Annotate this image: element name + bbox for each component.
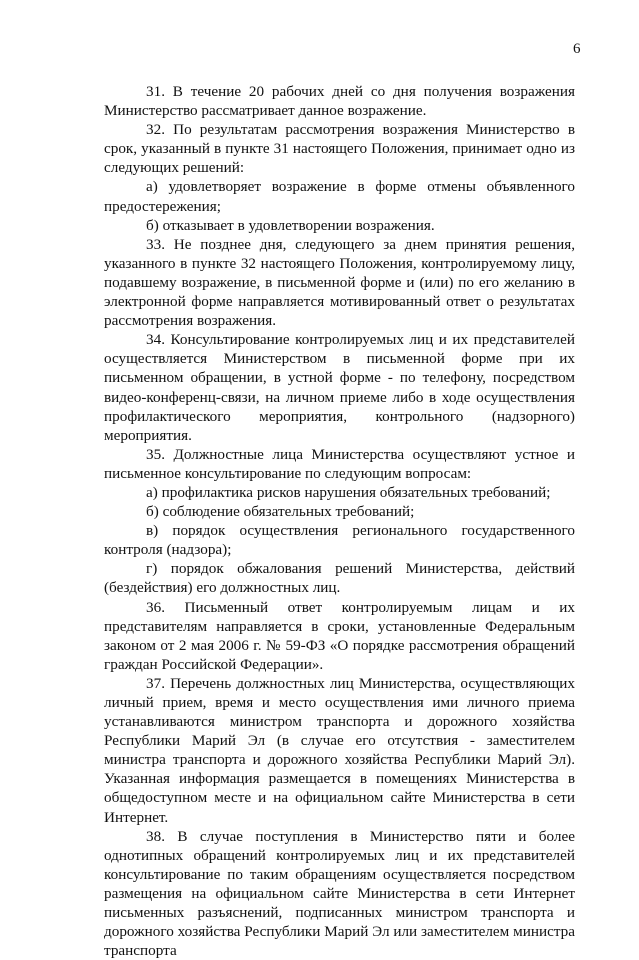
page-number: 6 — [573, 41, 581, 57]
paragraph-35-item-b: б) соблюдение обязательных требований; — [146, 503, 415, 521]
paragraph-36: 36. Письменный ответ контролируемым лицам и их представителям направляется в сроки, установленные Федеральным законом от 2 мая 2006 г. № 59-ФЗ «О порядке рассмотрения обращений граждан Российской Федерации». — [104, 598, 575, 673]
paragraph-32-option-b: б) отказывает в удовлетворении возражения. — [146, 216, 435, 234]
paragraph-33: 33. Не позднее дня, следующего за днем принятия решения, указанного в пункте 32 настоящего Положения, контролируемому лицу, подавшему возражение, в письменной форме и (или) по его желанию в электронной форме направляется мотивированный ответ о результатах рассмотрения возражения. — [104, 235, 575, 330]
paragraph-35-item-c: в) порядок осуществления регионального государственного контроля (надзора); — [104, 522, 575, 559]
paragraph-38: 38. В случае поступления в Министерство пяти и более однотипных обращений контролируемых лиц и их представителей консультирование по таким обращениям осуществляется посредством размещения на официальном сайте Министерства в сети Интернет письменных разъяснений, подписанных министром транспорта и дорожного хозяйства Республики Марий Эл или заместителем министра транспорта — [104, 827, 575, 960]
document-body — [104, 82, 575, 960]
paragraph-32-option-a: а) удовлетворяет возражение в форме отмены объявленного предостережения; — [104, 178, 575, 215]
paragraph-35-item-a: а) профилактика рисков нарушения обязательных требований; — [146, 483, 551, 501]
paragraph-35: 35. Должностные лица Министерства осуществляют устное и письменное консультирование по следующим вопросам: — [104, 445, 575, 482]
paragraph-34: 34. Консультирование контролируемых лиц и их представителей осуществляется Министерством в письменной форме при их письменном обращении, в устной форме - по телефону, посредством видео-конференц-связи, на личном приеме либо в ходе осуществления профилактического мероприятия, контрольного (надзорного) мероприятия. — [104, 331, 575, 444]
paragraph-35-item-d: г) порядок обжалования решений Министерства, действий (бездействия) его должностных лиц. — [104, 560, 575, 597]
paragraph-31: 31. В течение 20 рабочих дней со дня получения возражения Министерство рассматривает данное возражение. — [104, 83, 575, 120]
paragraph-32: 32. По результатам рассмотрения возражения Министерство в срок, указанный в пункте 31 настоящего Положения, принимает одно из следующих решений: — [104, 121, 575, 177]
paragraph-37: 37. Перечень должностных лиц Министерства, осуществляющих личный прием, время и место осуществления ими личного приема устанавливаются министром транспорта и дорожного хозяйства Республики Марий Эл (в случае его отсутствия - заместителем министра транспорта и дорожного хозяйства Республики Марий Эл). Указанная информация размещается в помещениях Министерства в общедоступном месте и на официальном сайте Министерства в сети Интернет. — [104, 674, 575, 826]
